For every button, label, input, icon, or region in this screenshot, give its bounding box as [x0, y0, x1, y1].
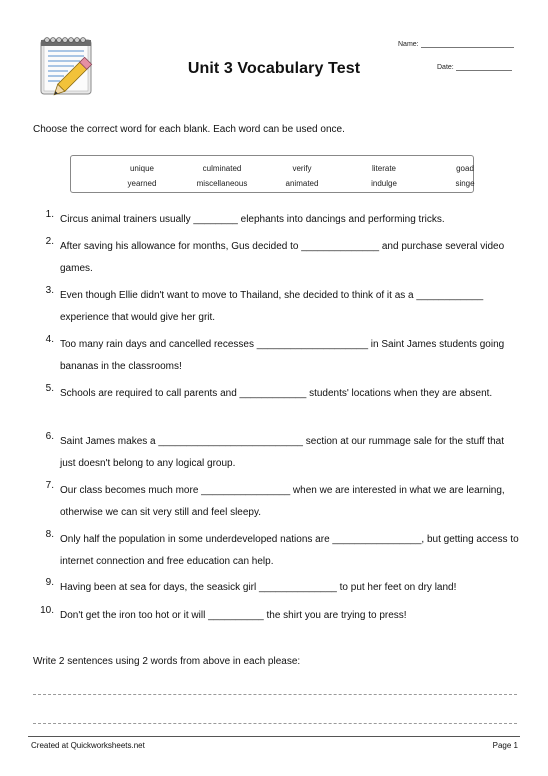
- date-field[interactable]: [437, 63, 512, 71]
- question-text: Having been at sea for days, the seasick girl ______________ to put her feet on dry land!: [60, 582, 457, 593]
- date-blank-line[interactable]: [456, 63, 512, 71]
- instructions: Choose the correct word for each blank. Each word can be used once.: [33, 124, 345, 135]
- question-text: Circus animal trainers usually ________ elephants into dancings and performing tricks.: [60, 214, 445, 225]
- question-number: 5.: [45, 383, 54, 394]
- word-bank-item: unique: [129, 164, 155, 173]
- question-text: Only half the population in some underdeveloped nations are ________________, but getting access to internet connection and free education can help.: [60, 534, 519, 567]
- footer-credit: Created at Quickworksheets.net: [31, 741, 145, 750]
- word-bank: [70, 155, 474, 193]
- question-number: 7.: [45, 480, 54, 491]
- question-number: 6.: [45, 431, 54, 442]
- question-text: Don't get the iron too hot or it will __________ the shirt you are trying to press!: [60, 610, 407, 621]
- question-number: 3.: [45, 285, 54, 296]
- question-text: Saint James makes a __________________________ section at our rummage sale for the stuff that just doesn't belong to any logical group.: [60, 436, 505, 469]
- answer-line[interactable]: [33, 694, 517, 695]
- word-bank-item: goad: [456, 164, 474, 173]
- question-text: Too many rain days and cancelled recesses ____________________ in Saint James students going bananas in the classrooms!: [60, 339, 505, 372]
- word-bank-item: animated: [285, 179, 319, 188]
- question-number: 10.: [40, 605, 54, 616]
- answer-line[interactable]: [33, 723, 517, 724]
- name-label: Name:: [398, 41, 419, 48]
- page-title: Unit 3 Vocabulary Test: [187, 60, 361, 77]
- word-bank-item: verify: [292, 164, 312, 173]
- question-number: 8.: [45, 529, 54, 540]
- name-blank-line[interactable]: [421, 40, 514, 48]
- word-bank-item: singe: [455, 179, 475, 188]
- name-field[interactable]: [398, 40, 514, 48]
- word-bank-item: indulge: [371, 179, 397, 188]
- question-text: Schools are required to call parents and ____________ students' locations when they are absent.: [60, 388, 493, 399]
- question-text: Even though Ellie didn't want to move to Thailand, she decided to think of it as a ____________ experience that would give her grit.: [60, 290, 484, 323]
- question-text: Our class becomes much more ________________ when we are interested in what we are learning, otherwise we can sit very still and feel sleepy.: [60, 485, 505, 518]
- word-bank-item: literate: [371, 164, 396, 173]
- word-bank-item: culminated: [202, 164, 242, 173]
- word-bank-item: yearned: [127, 179, 157, 188]
- question-number: 2.: [45, 236, 54, 247]
- question-number: 9.: [45, 577, 54, 588]
- page-number: Page 1: [492, 741, 518, 750]
- question-number: 4.: [45, 334, 54, 345]
- date-label: Date:: [437, 64, 454, 71]
- writing-prompt: Write 2 sentences using 2 words from above in each please:: [33, 656, 301, 667]
- question-text: After saving his allowance for months, Gus decided to ______________ and purchase several video games.: [60, 241, 505, 274]
- footer-divider: [28, 736, 520, 737]
- question-number: 1.: [45, 209, 54, 220]
- word-bank-item: miscellaneous: [196, 179, 248, 188]
